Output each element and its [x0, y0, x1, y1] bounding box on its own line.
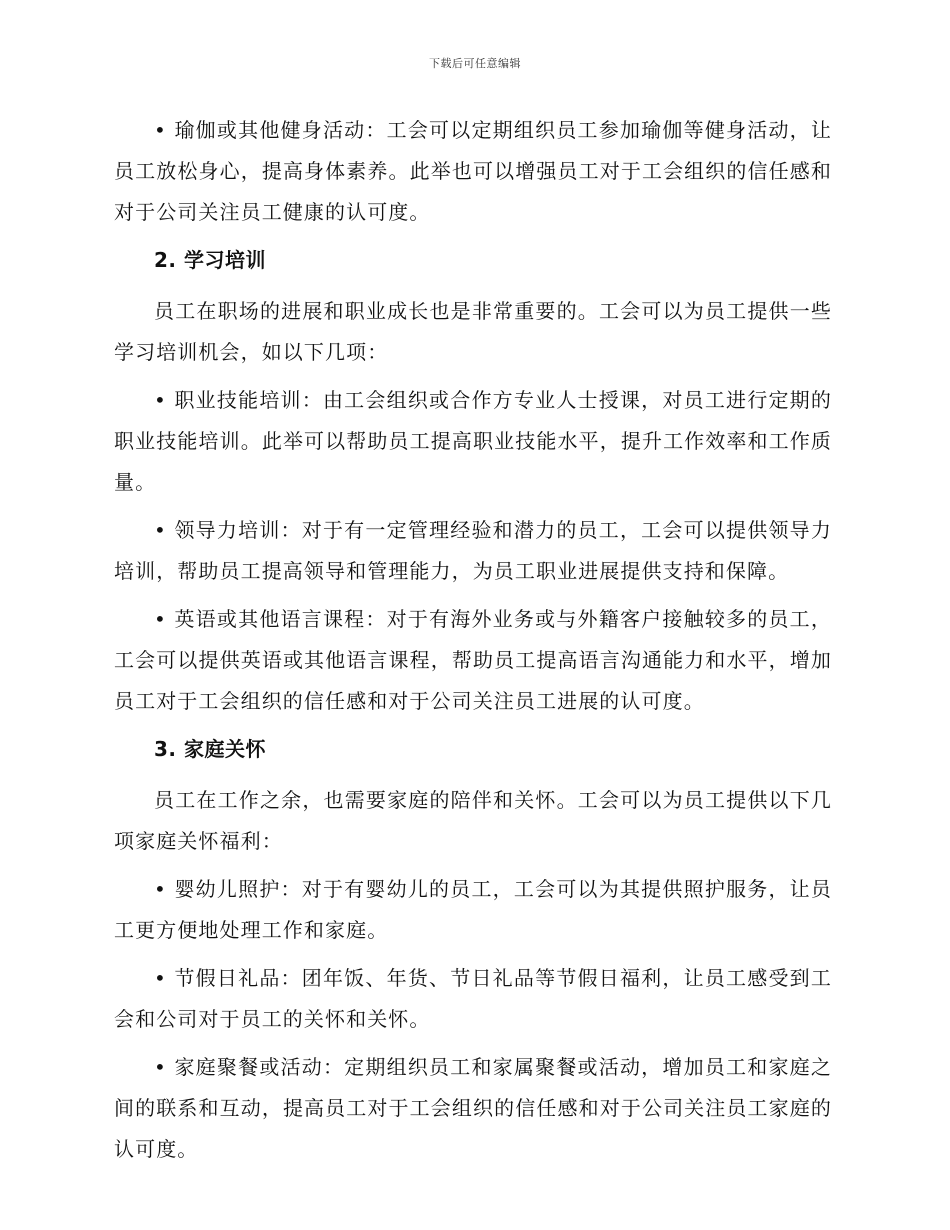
bullet-childcare: • 婴幼儿照护：对于有婴幼儿的员工，工会可以为其提供照护服务，让员工更方便地处理工作和家庭。	[114, 877, 832, 942]
bullet-yoga: • 瑜伽或其他健身活动：工会可以定期组织员工参加瑜伽等健身活动，让员工放松身心，提高身体素养。此举也可以增强员工对于工会组织的信任感和对于公司关注员工健康的认可度。	[114, 118, 832, 224]
section-heading-learning: 2. 学习培训	[154, 248, 266, 272]
bullet-holiday-gifts: • 节假日礼品：团年饭、年货、节日礼品等节假日福利，让员工感受到工会和公司对于员工的关怀和关怀。	[114, 966, 832, 1031]
page-header-note: 下载后可任意编辑	[429, 57, 521, 70]
document-body	[114, 110, 832, 1177]
section-heading-family: 3. 家庭关怀	[154, 737, 266, 761]
bullet-language-courses: • 英语或其他语言课程：对于有海外业务或与外籍客户接触较多的员工，工会可以提供英语或其他语言课程，帮助员工提高语言沟通能力和水平，增加员工对于工会组织的信任感和对于公司关注员工进展的认可度。	[114, 607, 832, 713]
bullet-leadership-training: • 领导力培训：对于有一定管理经验和潜力的员工，工会可以提供领导力培训，帮助员工提高领导和管理能力，为员工职业进展提供支持和保障。	[114, 518, 832, 583]
section-intro-learning: 员工在职场的进展和职业成长也是非常重要的。工会可以为员工提供一些学习培训机会，如以下几项：	[114, 299, 832, 364]
bullet-skills-training: • 职业技能培训：由工会组织或合作方专业人士授课，对员工进行定期的职业技能培训。此举可以帮助员工提高职业技能水平，提升工作效率和工作质量。	[114, 388, 832, 494]
bullet-family-events: • 家庭聚餐或活动：定期组织员工和家属聚餐或活动，增加员工和家庭之间的联系和互动，提高员工对于工会组织的信任感和对于公司关注员工家庭的认可度。	[114, 1055, 832, 1161]
section-intro-family: 员工在工作之余，也需要家庭的陪伴和关怀。工会可以为员工提供以下几项家庭关怀福利：	[114, 788, 832, 853]
